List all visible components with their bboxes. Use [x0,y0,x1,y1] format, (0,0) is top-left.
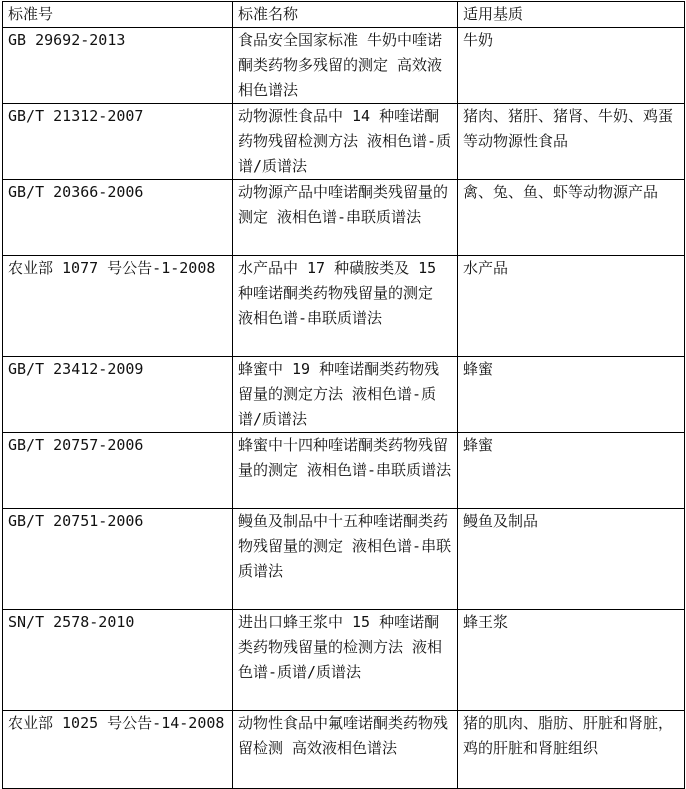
standards-table [2,1,685,789]
standard-name-cell: 动物源产品中喹诺酮类残留量的测定 液相色谱-串联质谱法 [233,180,458,256]
standard-code-cell: GB/T 23412-2009 [3,357,233,433]
standard-code-cell: SN/T 2578-2010 [3,610,233,711]
applicable-matrix-cell: 鳗鱼及制品 [458,509,685,610]
table-row [3,509,685,610]
applicable-matrix-cell: 猪的肌肉、脂肪、肝脏和肾脏，鸡的肝脏和肾脏组织 [458,711,685,789]
header-standard-name: 标准名称 [233,2,458,28]
standard-name-cell: 水产品中 17 种磺胺类及 15 种喹诺酮类药物残留量的测定 液相色谱-串联质谱法 [233,256,458,357]
applicable-matrix-cell: 蜂蜜 [458,433,685,509]
table-row [3,28,685,104]
standard-name-cell: 蜂蜜中 19 种喹诺酮类药物残留量的测定方法 液相色谱-质谱/质谱法 [233,357,458,433]
table-row [3,433,685,509]
standard-code-cell: GB/T 20366-2006 [3,180,233,256]
standard-name-cell: 动物性食品中氟喹诺酮类药物残留检测 高效液相色谱法 [233,711,458,789]
header-applicable-matrix: 适用基质 [458,2,685,28]
standard-name-cell: 蜂蜜中十四种喹诺酮类药物残留量的测定 液相色谱-串联质谱法 [233,433,458,509]
applicable-matrix-cell: 猪肉、猪肝、猪肾、牛奶、鸡蛋等动物源性食品 [458,104,685,180]
standard-code-cell: GB/T 20757-2006 [3,433,233,509]
standard-code-cell: 农业部 1077 号公告-1-2008 [3,256,233,357]
table-row [3,610,685,711]
standard-name-cell: 动物源性食品中 14 种喹诺酮药物残留检测方法 液相色谱-质谱/质谱法 [233,104,458,180]
table-row [3,256,685,357]
applicable-matrix-cell: 牛奶 [458,28,685,104]
standard-code-cell: GB/T 20751-2006 [3,509,233,610]
applicable-matrix-cell: 蜂蜜 [458,357,685,433]
table-row [3,711,685,789]
standard-name-cell: 食品安全国家标准 牛奶中喹诺酮类药物多残留的测定 高效液相色谱法 [233,28,458,104]
standard-code-cell: 农业部 1025 号公告-14-2008 [3,711,233,789]
table-header-row [3,2,685,28]
applicable-matrix-cell: 禽、兔、鱼、虾等动物源产品 [458,180,685,256]
applicable-matrix-cell: 水产品 [458,256,685,357]
standard-name-cell: 进出口蜂王浆中 15 种喹诺酮类药物残留量的检测方法 液相色谱-质谱/质谱法 [233,610,458,711]
table-row [3,104,685,180]
table-row [3,357,685,433]
table-row [3,180,685,256]
applicable-matrix-cell: 蜂王浆 [458,610,685,711]
standard-code-cell: GB/T 21312-2007 [3,104,233,180]
header-standard-code: 标准号 [3,2,233,28]
standard-name-cell: 鳗鱼及制品中十五种喹诺酮类药物残留量的测定 液相色谱-串联质谱法 [233,509,458,610]
standard-code-cell: GB 29692-2013 [3,28,233,104]
